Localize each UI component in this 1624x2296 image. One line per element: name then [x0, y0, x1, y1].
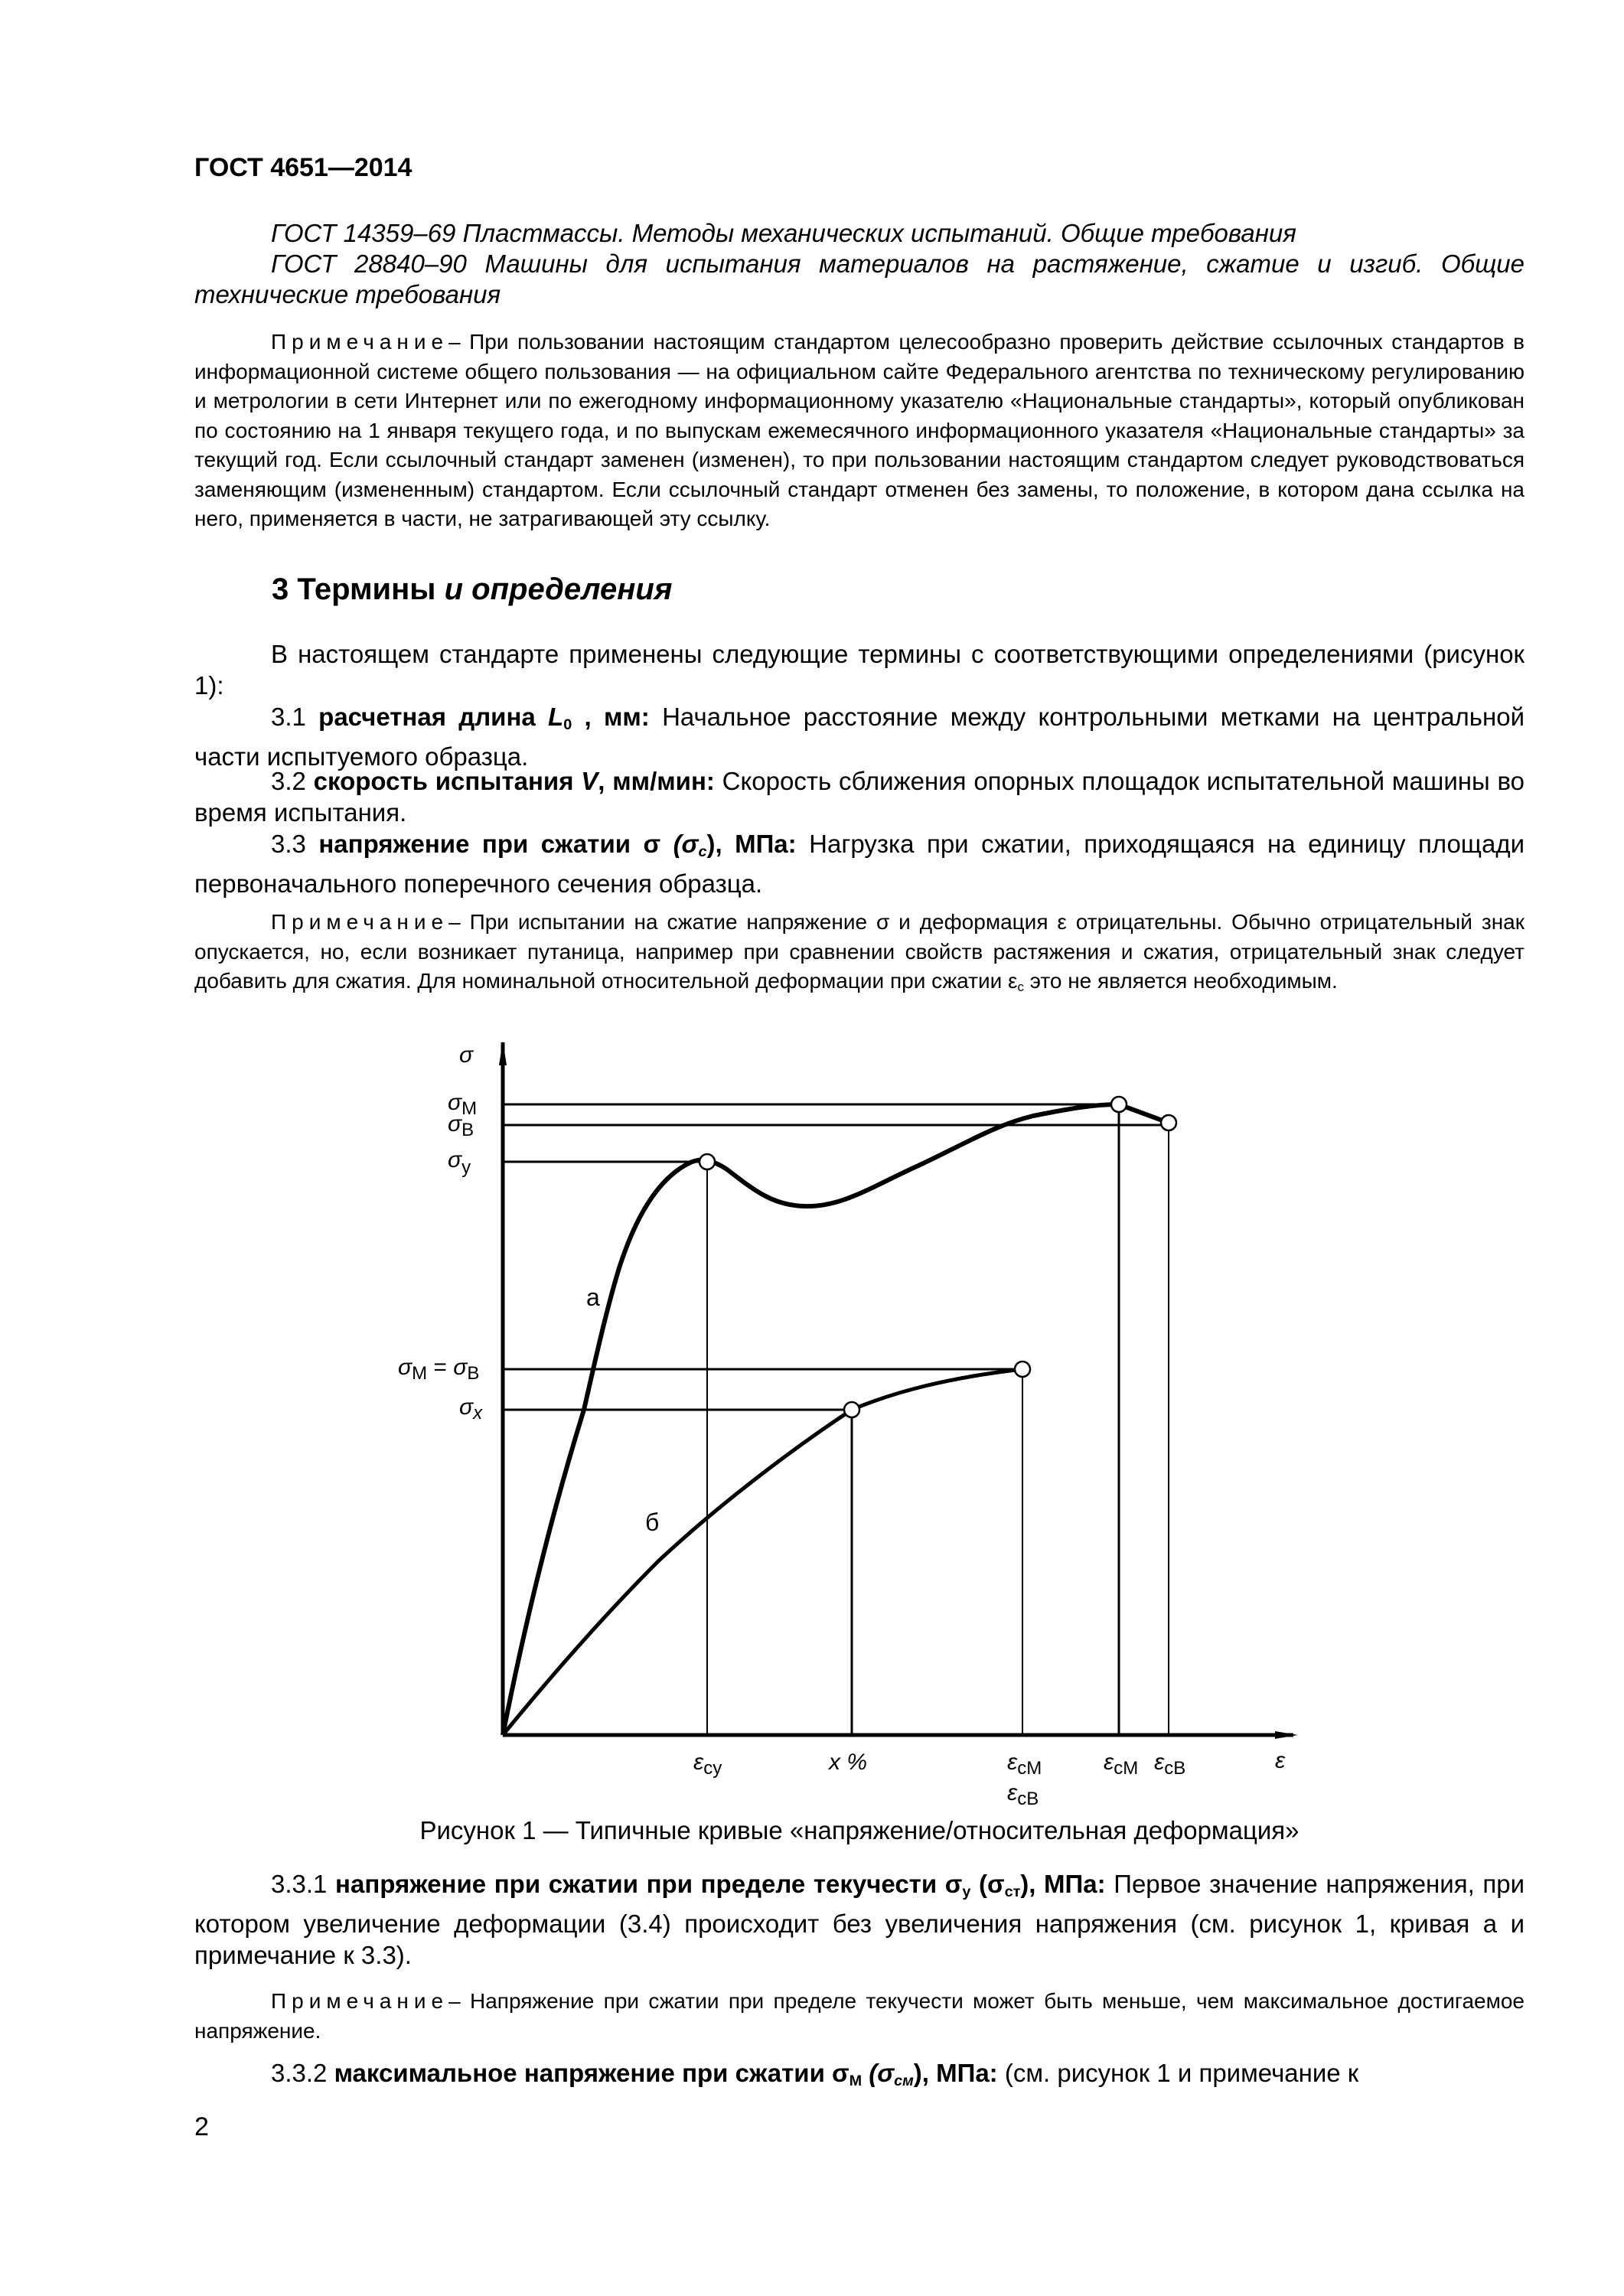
label-eps-cy: $\varepsilon_{cy}$	[693, 1750, 722, 1779]
figure-caption: Рисунок 1 — Типичные кривые «напряжение/относительная деформация»	[419, 1816, 1300, 1844]
clause-number: 3.3.2	[271, 2059, 328, 2087]
y-axis-label: σ	[459, 1042, 474, 1068]
note-text: – Напряжение при сжатии при пределе текучести может быть меньше, чем максимальное достигаемое напряжение.	[194, 1989, 1525, 2043]
note-tail: это не является необходимым.	[1023, 969, 1338, 993]
label-sigma-b: $\sigma_В$	[448, 1111, 474, 1140]
clause-term: напряжение при сжатии при пределе текучести σ	[335, 1870, 963, 1898]
reference-text: ГОСТ 28840–90 Машины для испытания материалов на растяжение, сжатие и изгиб. Общие технические требования	[194, 249, 1525, 308]
clause-3-3-2	[194, 2057, 1525, 2097]
term-number: 3.3	[271, 830, 306, 858]
label-sigma-y: $\sigma_y$	[448, 1147, 471, 1178]
term-name: скорость испытания	[313, 767, 574, 795]
note-text: – При испытании на сжатие напряжение σ и деформация ε отрицательны. Обычно отрицательный знак опускается, но, если возникает путаница, например при сравнении свойств растяжения и сжатия, отрицательный знак следует добавить для сжатия. Для номинальной относительной деформации при сжатии ε	[194, 910, 1525, 993]
document-header: ГОСТ 4651—2014	[194, 153, 413, 182]
clause-unit: ), МПа:	[913, 2059, 998, 2087]
term-unit: , мм/мин:	[598, 767, 715, 795]
term-number: 3.2	[271, 767, 306, 795]
term-name: напряжение при сжатии σ	[318, 830, 661, 858]
clause-sub: ст	[1004, 1883, 1021, 1900]
term-symbol: (σ	[673, 830, 699, 858]
label-eps-cb-1: $\varepsilon_{cB}$	[1007, 1780, 1039, 1809]
curve-b-label: б	[645, 1508, 660, 1536]
term-unit: , мм:	[572, 703, 650, 731]
label-eps-cm-1: $\varepsilon_{cM}$	[1007, 1750, 1042, 1779]
term-unit: ), МПа:	[706, 830, 797, 858]
marker-break-point-a	[1161, 1115, 1176, 1130]
term-symbol-sub: 0	[563, 716, 572, 733]
clause-definition: Первое значение напряжения, при котором увеличение деформации (3.4) происходит без увеличения напряжения (см. рисунок 1, кривая а и примечание к 3.3).	[194, 1870, 1525, 1969]
note-sub: c	[1017, 980, 1024, 995]
clause-symbol: (σ	[970, 1870, 1005, 1898]
label-eps-cm-2: $\varepsilon_{cM}$	[1104, 1750, 1139, 1779]
reference-text: ГОСТ 14359–69 Пластмассы. Методы механических испытаний. Общие требования	[271, 219, 1296, 247]
term-number: 3.1	[271, 703, 306, 731]
clause-definition: (см. рисунок 1 и примечание к	[997, 2059, 1359, 2087]
note-lead: Примечание	[271, 910, 449, 934]
section-title-italic: и определения	[444, 572, 673, 606]
clause-unit: ), МПа:	[1020, 1870, 1106, 1898]
term-symbol-sub: c	[698, 843, 707, 860]
note-yield	[194, 1987, 1525, 2046]
clause-term: максимальное напряжение при сжатии σ	[334, 2059, 850, 2087]
note-lead: Примечание	[271, 330, 449, 354]
label-sigma-m: $\sigma_М$	[448, 1090, 478, 1119]
term-symbol: V	[581, 767, 598, 795]
note-lead: Примечание	[271, 1989, 449, 2013]
term-definition: Скорость сближения опорных площадок испытательной машины во время испытания.	[194, 767, 1525, 827]
section-title: Термины	[297, 572, 436, 606]
marker-max-point-b	[1015, 1362, 1030, 1377]
label-sigma-m-eq-b: $\sigma_М = \sigma_В$	[398, 1355, 480, 1384]
marker-max-point-a	[1111, 1097, 1127, 1112]
term-name: расчетная длина	[318, 703, 536, 731]
term-definition: Начальное расстояние между контрольными метками на центральной части испытуемого образца.	[194, 703, 1525, 771]
marker-sigma-x-point	[844, 1402, 859, 1417]
x-axis-arrow-icon	[1275, 1731, 1298, 1739]
clause-3-3-1	[194, 1868, 1525, 1971]
label-sigma-x: $\sigma_x$	[459, 1394, 483, 1424]
intro-text: В настоящем стандарте применены следующие термины с соответствующими определениями (рисунок 1):	[194, 640, 1525, 700]
clause-number: 3.3.1	[271, 1870, 328, 1898]
clause-sub: М	[849, 2072, 863, 2089]
clause-sub: y	[962, 1883, 971, 1900]
y-axis-arrow-icon	[499, 1041, 507, 1065]
page-number: 2	[194, 2112, 209, 2141]
curve-a-label: а	[586, 1283, 600, 1311]
note-text: – При пользовании настоящим стандартом целесообразно проверить действие ссылочных стандартов в информационной системе общего пользования — на официальном сайте Федерального агентства по техническому регулированию и метрологии в сети Интернет или по ежегодному информационному указателю «Национальные стандарты», который опубликован по состоянию на 1 января текущего года, и по выпускам ежемесячного информационного указателя «Национальные стандарты» за текущий год. Если ссылочный стандарт заменен (изменен), то при пользовании настоящим стандартом следует руководствоваться заменяющим (измененным) стандартом. Если ссылочный стандарт отменен без замены, то положение, в котором дана ссылка на него, применяется в части, не затрагивающей эту ссылку.	[194, 330, 1525, 530]
clause-symbol: (σ	[862, 2059, 895, 2087]
marker-yield-point	[699, 1154, 715, 1169]
term-symbol: L	[548, 703, 564, 731]
label-x-percent: x %	[829, 1750, 868, 1775]
term-definition: Нагрузка при сжатии, приходящаяся на единицу площади первоначального поперечного сечения образца.	[194, 830, 1525, 898]
clause-sub: см	[894, 2072, 914, 2089]
x-axis-label: ε	[1275, 1748, 1286, 1773]
section-number: 3	[272, 572, 289, 606]
label-eps-cb-2: $\varepsilon_{cB}$	[1154, 1750, 1186, 1779]
